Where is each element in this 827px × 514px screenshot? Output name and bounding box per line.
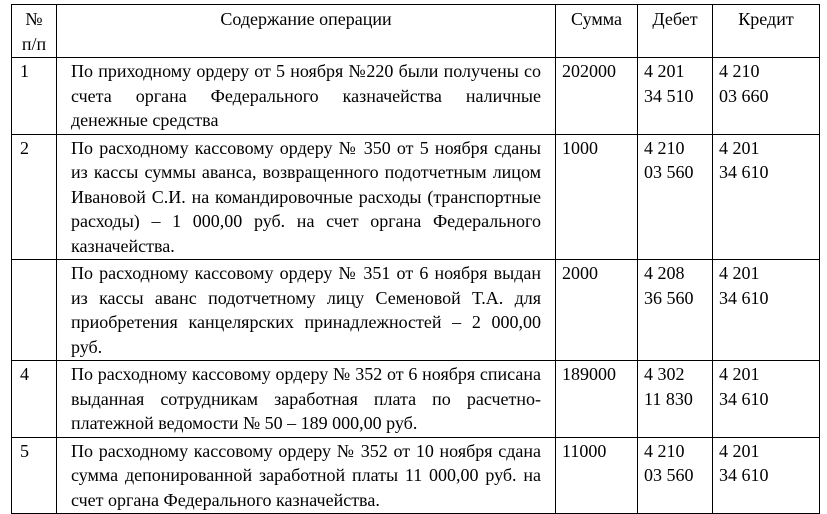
row-description: По расходному кассовому ордеру № 352 от 10 ноября сдана сумма депонированной заработной платы 11 000,00 руб. на счет органа Федерального казначейства. <box>57 437 556 514</box>
table-row <box>12 437 820 514</box>
table-row <box>12 260 820 361</box>
row-credit: 4 201 34 610 <box>713 437 820 514</box>
row-description: По приходному ордеру от 5 ноября №220 были получены со счета органа Федерального казначейства наличные денежные средства <box>57 58 556 135</box>
operations-table <box>11 4 820 514</box>
header-sum: Сумма <box>556 5 638 58</box>
row-description: По расходному кассовому ордеру № 350 от 5 ноября сданы из кассы суммы аванса, возвращенного подотчетным лицом Ивановой С.И. на командировочные расходы (транспортные расходы) – 1 000,00 руб. на счет органа Федерального казначейства. <box>57 134 556 260</box>
row-debit: 4 210 03 560 <box>638 437 713 514</box>
row-number: 1 <box>12 58 57 135</box>
row-number: 5 <box>12 437 57 514</box>
row-sum: 1000 <box>556 134 638 260</box>
header-num: № п/п <box>12 5 57 58</box>
header-debit: Дебет <box>638 5 713 58</box>
row-debit: 4 208 36 560 <box>638 260 713 361</box>
row-credit: 4 201 34 610 <box>713 361 820 438</box>
row-number <box>12 260 57 361</box>
row-number: 2 <box>12 134 57 260</box>
row-debit: 4 210 03 560 <box>638 134 713 260</box>
table-row <box>12 361 820 438</box>
row-description: По расходному кассовому ордеру № 352 от 6 ноября списана выданная сотрудникам заработная плата по расчетно-платежной ведомости № 50 – 189 000,00 руб. <box>57 361 556 438</box>
table-header-row <box>12 5 820 58</box>
row-sum: 2000 <box>556 260 638 361</box>
table-row <box>12 134 820 260</box>
operations-table-container <box>11 4 820 514</box>
row-debit: 4 201 34 510 <box>638 58 713 135</box>
row-sum: 202000 <box>556 58 638 135</box>
row-description: По расходному кассовому ордеру № 351 от 6 ноября выдан из кассы аванс подотчетному лицу Семеновой Т.А. для приобретения канцелярских принадлежностей – 2 000,00 руб. <box>57 260 556 361</box>
row-sum: 11000 <box>556 437 638 514</box>
header-description: Содержание операции <box>57 5 556 58</box>
row-credit: 4 201 34 610 <box>713 134 820 260</box>
row-debit: 4 302 11 830 <box>638 361 713 438</box>
row-credit: 4 210 03 660 <box>713 58 820 135</box>
row-number: 4 <box>12 361 57 438</box>
row-credit: 4 201 34 610 <box>713 260 820 361</box>
header-credit: Кредит <box>713 5 820 58</box>
table-row <box>12 58 820 135</box>
row-sum: 189000 <box>556 361 638 438</box>
